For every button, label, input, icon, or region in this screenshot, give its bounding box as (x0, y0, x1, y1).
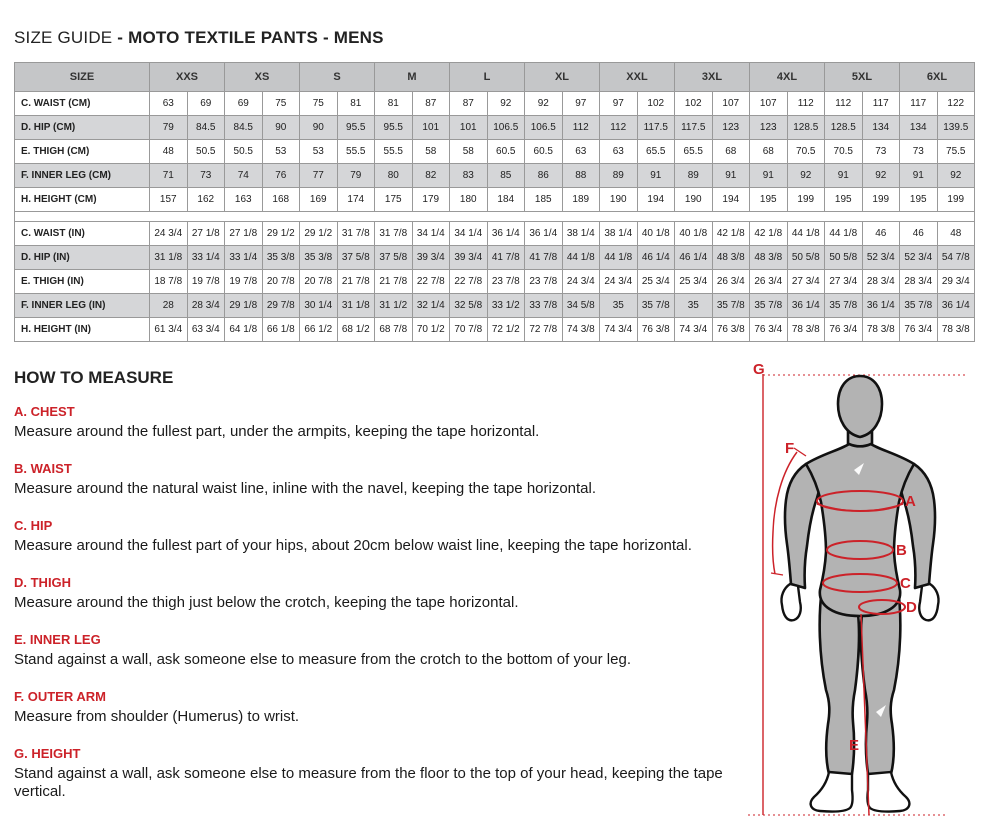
measurement-cell: 82 (412, 164, 450, 188)
measurement-cell: 27 3/4 (787, 270, 825, 294)
measurement-cell: 69 (187, 92, 225, 116)
measurement-cell: 195 (750, 188, 788, 212)
measurement-cell: 76 3/8 (637, 318, 675, 342)
table-row (15, 140, 975, 164)
measurement-cell: 48 3/8 (712, 246, 750, 270)
measurement-cell: 35 3/8 (262, 246, 300, 270)
measurement-cell: 58 (412, 140, 450, 164)
measurement-cell: 76 3/4 (750, 318, 788, 342)
measurement-cell: 74 3/4 (600, 318, 638, 342)
measurement-cell: 36 1/4 (487, 222, 525, 246)
measurement-cell: 29 3/4 (937, 270, 975, 294)
measurement-cell: 68 7/8 (375, 318, 413, 342)
measurement-cell: 50 5/8 (787, 246, 825, 270)
measurement-cell: 61 3/4 (150, 318, 188, 342)
measurement-cell: 65.5 (675, 140, 713, 164)
measurement-cell: 89 (675, 164, 713, 188)
measurement-cell: 162 (187, 188, 225, 212)
measurement-cell: 60.5 (487, 140, 525, 164)
measurement-cell: 42 1/8 (750, 222, 788, 246)
separator-cell (15, 212, 975, 222)
measurement-cell: 91 (750, 164, 788, 188)
measurement-cell: 78 3/8 (862, 318, 900, 342)
measurement-cell: 86 (525, 164, 563, 188)
page-title-prefix: SIZE GUIDE (14, 28, 113, 47)
measure-section (14, 404, 759, 441)
measurement-cell: 157 (150, 188, 188, 212)
size-column-header-xs: XS (225, 63, 300, 92)
left-foot (811, 772, 853, 812)
row-label: H. HEIGHT (CM) (15, 188, 150, 212)
measurement-cell: 22 7/8 (450, 270, 488, 294)
measurement-cell: 95.5 (337, 116, 375, 140)
measurement-cell: 26 3/4 (712, 270, 750, 294)
measurement-cell: 68 (750, 140, 788, 164)
measurement-cell: 68 (712, 140, 750, 164)
measurement-cell: 84.5 (225, 116, 263, 140)
measure-section-heading: F. OUTER ARM (14, 689, 106, 704)
measurement-cell: 123 (750, 116, 788, 140)
measurement-cell: 128.5 (825, 116, 863, 140)
measurement-cell: 180 (450, 188, 488, 212)
measurement-cell: 35 7/8 (637, 294, 675, 318)
measurement-cell: 28 3/4 (187, 294, 225, 318)
measurement-cell: 28 3/4 (900, 270, 938, 294)
diagram-label-hip: C (900, 575, 911, 592)
table-row (15, 188, 975, 212)
measurement-cell: 70.5 (825, 140, 863, 164)
measurement-cell: 117.5 (637, 116, 675, 140)
measurement-cell: 21 7/8 (337, 270, 375, 294)
measurement-cell: 80 (375, 164, 413, 188)
measurement-cell: 53 (300, 140, 338, 164)
measurement-cell: 35 3/8 (300, 246, 338, 270)
measurement-cell: 68 1/2 (337, 318, 375, 342)
measurement-cell: 89 (600, 164, 638, 188)
size-column-header-6xl: 6XL (900, 63, 975, 92)
size-column-header-s: S (300, 63, 375, 92)
size-table-header (15, 63, 975, 92)
measurement-cell: 24 3/4 (150, 222, 188, 246)
measurement-cell: 83 (450, 164, 488, 188)
measurement-cell: 31 1/2 (375, 294, 413, 318)
measurement-cell: 72 1/2 (487, 318, 525, 342)
measurement-cell: 27 1/8 (225, 222, 263, 246)
measurement-cell: 33 1/4 (225, 246, 263, 270)
measurement-cell: 163 (225, 188, 263, 212)
measurement-cell: 92 (525, 92, 563, 116)
measurement-cell: 74 (225, 164, 263, 188)
measurement-cell: 36 1/4 (787, 294, 825, 318)
measurement-cell: 92 (787, 164, 825, 188)
measurement-cell: 19 7/8 (187, 270, 225, 294)
measurement-cell: 46 (862, 222, 900, 246)
measurement-cell: 81 (337, 92, 375, 116)
measurement-cell: 97 (600, 92, 638, 116)
measurement-cell: 184 (487, 188, 525, 212)
measurement-cell: 35 7/8 (712, 294, 750, 318)
measurement-cell: 48 (937, 222, 975, 246)
measurement-cell: 76 (262, 164, 300, 188)
body-measurement-diagram (740, 360, 989, 839)
measurement-cell: 194 (712, 188, 750, 212)
row-label: D. HIP (CM) (15, 116, 150, 140)
measurement-cell: 29 1/2 (262, 222, 300, 246)
measurement-cell: 65.5 (637, 140, 675, 164)
table-row (15, 164, 975, 188)
measurement-cell: 112 (562, 116, 600, 140)
measurement-cell: 20 7/8 (300, 270, 338, 294)
measurement-cell: 53 (262, 140, 300, 164)
measurement-cell: 34 1/4 (412, 222, 450, 246)
measurement-cell: 117 (862, 92, 900, 116)
measurement-cell: 44 1/8 (787, 222, 825, 246)
measurement-cell: 46 1/4 (637, 246, 675, 270)
measurement-cell: 91 (637, 164, 675, 188)
measurement-cell: 33 1/2 (487, 294, 525, 318)
outer-arm-tick-bottom (771, 573, 783, 575)
measurement-cell: 26 3/4 (750, 270, 788, 294)
measurement-cell: 102 (675, 92, 713, 116)
diagram-label-inner-leg: E (849, 737, 860, 754)
measurement-cell: 44 1/8 (825, 222, 863, 246)
measurement-cell: 77 (300, 164, 338, 188)
measurement-cell: 41 7/8 (487, 246, 525, 270)
measurement-cell: 91 (900, 164, 938, 188)
measurement-cell: 189 (562, 188, 600, 212)
measurement-cell: 112 (825, 92, 863, 116)
measurement-cell: 78 3/8 (787, 318, 825, 342)
measurement-cell: 48 (150, 140, 188, 164)
measurement-cell: 75 (262, 92, 300, 116)
measurement-cell: 66 1/2 (300, 318, 338, 342)
measurement-cell: 87 (412, 92, 450, 116)
measurement-cell: 46 (900, 222, 938, 246)
measure-section (14, 518, 759, 555)
measurement-cell: 18 7/8 (150, 270, 188, 294)
measurement-cell: 29 7/8 (262, 294, 300, 318)
measurement-cell: 92 (862, 164, 900, 188)
size-table-body (15, 92, 975, 342)
measurement-cell: 66 1/8 (262, 318, 300, 342)
measurement-cell: 91 (712, 164, 750, 188)
measurement-cell: 30 1/4 (300, 294, 338, 318)
measure-sections (14, 404, 759, 821)
measurement-cell: 63 (150, 92, 188, 116)
measurement-cell: 117.5 (675, 116, 713, 140)
measurement-cell: 79 (337, 164, 375, 188)
table-row (15, 294, 975, 318)
measurement-cell: 55.5 (337, 140, 375, 164)
measurement-cell: 27 1/8 (187, 222, 225, 246)
measurement-cell: 58 (450, 140, 488, 164)
measurement-cell: 79 (150, 116, 188, 140)
measure-section-text: Measure around the fullest part of your hips, about 20cm below waist line, keeping the tape horizontal. (14, 537, 692, 554)
measure-section (14, 746, 759, 801)
measure-section-heading: D. THIGH (14, 575, 72, 590)
measurement-cell: 63 (562, 140, 600, 164)
measurement-cell: 91 (825, 164, 863, 188)
right-hand (919, 584, 938, 620)
measurement-cell: 70.5 (787, 140, 825, 164)
measurement-cell: 24 3/4 (562, 270, 600, 294)
measurement-cell: 134 (900, 116, 938, 140)
diagram-label-outer-arm: F (785, 440, 795, 457)
measurement-cell: 190 (600, 188, 638, 212)
measurement-cell: 29 1/2 (300, 222, 338, 246)
measure-section-text: Measure around the natural waist line, inline with the navel, keeping the tape horizontal. (14, 480, 597, 497)
measurement-cell: 90 (262, 116, 300, 140)
measurement-cell: 95.5 (375, 116, 413, 140)
measurement-cell: 39 3/4 (450, 246, 488, 270)
page-title (14, 28, 384, 48)
human-figure (781, 376, 938, 812)
measurement-cell: 194 (637, 188, 675, 212)
measurement-cell: 76 3/4 (900, 318, 938, 342)
measurement-cell: 19 7/8 (225, 270, 263, 294)
measurement-cell: 31 7/8 (375, 222, 413, 246)
measurement-cell: 195 (825, 188, 863, 212)
measurement-cell: 42 1/8 (712, 222, 750, 246)
row-label: H. HEIGHT (IN) (15, 318, 150, 342)
measurement-cell: 50 5/8 (825, 246, 863, 270)
measurement-cell: 52 3/4 (900, 246, 938, 270)
measurement-cell: 27 3/4 (825, 270, 863, 294)
table-row (15, 318, 975, 342)
diagram-label-chest: A (905, 493, 916, 510)
size-column-header-5xl: 5XL (825, 63, 900, 92)
measure-section-heading: A. CHEST (14, 404, 75, 419)
measurement-cell: 50.5 (225, 140, 263, 164)
measurement-cell: 32 1/4 (412, 294, 450, 318)
row-label: E. THIGH (IN) (15, 270, 150, 294)
head (838, 376, 882, 437)
row-label: F. INNER LEG (CM) (15, 164, 150, 188)
measurement-cell: 112 (787, 92, 825, 116)
measurement-cell: 168 (262, 188, 300, 212)
measurement-cell: 23 7/8 (487, 270, 525, 294)
measurement-cell: 190 (675, 188, 713, 212)
measurement-cell: 31 7/8 (337, 222, 375, 246)
measurement-cell: 74 3/8 (562, 318, 600, 342)
measure-section-text: Stand against a wall, ask someone else to measure from the crotch to the bottom of your leg. (14, 651, 631, 668)
measurement-cell: 22 7/8 (412, 270, 450, 294)
measurement-cell: 199 (937, 188, 975, 212)
size-column-header-l: L (450, 63, 525, 92)
table-row (15, 270, 975, 294)
measurement-cell: 74 3/4 (675, 318, 713, 342)
measurement-cell: 72 7/8 (525, 318, 563, 342)
measurement-cell: 174 (337, 188, 375, 212)
diagram-label-height: G (753, 361, 765, 378)
measurement-cell: 38 1/4 (600, 222, 638, 246)
measure-section (14, 461, 759, 498)
measurement-cell: 25 3/4 (637, 270, 675, 294)
measurement-cell: 37 5/8 (375, 246, 413, 270)
measurement-cell: 24 3/4 (600, 270, 638, 294)
measurement-cell: 37 5/8 (337, 246, 375, 270)
measurement-cell: 60.5 (525, 140, 563, 164)
measurement-cell: 81 (375, 92, 413, 116)
measurement-cell: 169 (300, 188, 338, 212)
measurement-cell: 117 (900, 92, 938, 116)
measurement-cell: 106.5 (525, 116, 563, 140)
table-section-separator (15, 212, 975, 222)
measurement-cell: 195 (900, 188, 938, 212)
measurement-cell: 25 3/4 (675, 270, 713, 294)
measurement-cell: 128.5 (787, 116, 825, 140)
size-column-header-xxs: XXS (150, 63, 225, 92)
size-column-header-xxl: XXL (600, 63, 675, 92)
measurement-cell: 112 (600, 116, 638, 140)
measurement-cell: 35 7/8 (900, 294, 938, 318)
measurement-cell: 75 (300, 92, 338, 116)
measurement-cell: 134 (862, 116, 900, 140)
measure-section-heading: G. HEIGHT (14, 746, 81, 761)
measurement-cell: 92 (487, 92, 525, 116)
measurement-cell: 75.5 (937, 140, 975, 164)
measurement-cell: 69 (225, 92, 263, 116)
measurement-cell: 123 (712, 116, 750, 140)
measurement-cell: 21 7/8 (375, 270, 413, 294)
row-label: F. INNER LEG (IN) (15, 294, 150, 318)
row-label: C. WAIST (IN) (15, 222, 150, 246)
measurement-cell: 38 1/4 (562, 222, 600, 246)
size-column-header-m: M (375, 63, 450, 92)
measurement-cell: 28 (150, 294, 188, 318)
measure-section-heading: E. INNER LEG (14, 632, 101, 647)
measurement-cell: 179 (412, 188, 450, 212)
size-table-corner-label: SIZE (15, 63, 150, 92)
measure-section-heading: B. WAIST (14, 461, 72, 476)
measurement-cell: 33 7/8 (525, 294, 563, 318)
size-table (14, 62, 975, 342)
measurement-cell: 199 (787, 188, 825, 212)
page-title-main: - MOTO TEXTILE PANTS - MENS (117, 28, 384, 47)
measurement-cell: 33 1/4 (187, 246, 225, 270)
measurement-cell: 28 3/4 (862, 270, 900, 294)
measurement-cell: 52 3/4 (862, 246, 900, 270)
measurement-cell: 54 7/8 (937, 246, 975, 270)
measurement-cell: 64 1/8 (225, 318, 263, 342)
measurement-cell: 70 7/8 (450, 318, 488, 342)
measurement-cell: 73 (862, 140, 900, 164)
measurement-cell: 50.5 (187, 140, 225, 164)
measurement-cell: 106.5 (487, 116, 525, 140)
measurement-cell: 63 3/4 (187, 318, 225, 342)
measurement-cell: 35 7/8 (750, 294, 788, 318)
measurement-cell: 87 (450, 92, 488, 116)
measurement-cell: 36 1/4 (862, 294, 900, 318)
measurement-cell: 185 (525, 188, 563, 212)
measure-section (14, 689, 759, 726)
measurement-cell: 92 (937, 164, 975, 188)
measurement-cell: 85 (487, 164, 525, 188)
measurement-cell: 175 (375, 188, 413, 212)
measurement-cell: 199 (862, 188, 900, 212)
measurement-cell: 31 1/8 (150, 246, 188, 270)
measurement-cell: 107 (712, 92, 750, 116)
row-label: D. HIP (IN) (15, 246, 150, 270)
measurement-cell: 44 1/8 (562, 246, 600, 270)
left-hand (781, 584, 800, 620)
measurement-cell: 36 1/4 (525, 222, 563, 246)
size-column-header-4xl: 4XL (750, 63, 825, 92)
measure-section-text: Measure around the fullest part, under the armpits, keeping the tape horizontal. (14, 423, 540, 440)
measurement-cell: 34 1/4 (450, 222, 488, 246)
measurement-cell: 73 (900, 140, 938, 164)
measurement-cell: 31 1/8 (337, 294, 375, 318)
measurement-cell: 78 3/8 (937, 318, 975, 342)
table-row (15, 92, 975, 116)
table-row (15, 116, 975, 140)
measurement-cell: 70 1/2 (412, 318, 450, 342)
diagram-label-waist: B (896, 542, 907, 559)
measurement-cell: 90 (300, 116, 338, 140)
measurement-cell: 46 1/4 (675, 246, 713, 270)
measurement-cell: 36 1/4 (937, 294, 975, 318)
measurement-cell: 71 (150, 164, 188, 188)
measurement-cell: 34 5/8 (562, 294, 600, 318)
measure-section-text: Measure around the thigh just below the crotch, keeping the tape horizontal. (14, 594, 519, 611)
measurement-cell: 39 3/4 (412, 246, 450, 270)
measurement-cell: 76 3/4 (825, 318, 863, 342)
measurement-cell: 41 7/8 (525, 246, 563, 270)
measure-section-text: Measure from shoulder (Humerus) to wrist. (14, 708, 300, 725)
measurement-cell: 44 1/8 (600, 246, 638, 270)
size-column-header-xl: XL (525, 63, 600, 92)
measurement-cell: 35 (600, 294, 638, 318)
measurement-cell: 48 3/8 (750, 246, 788, 270)
measurement-cell: 97 (562, 92, 600, 116)
measurement-cell: 102 (637, 92, 675, 116)
measurement-cell: 55.5 (375, 140, 413, 164)
measurement-cell: 101 (412, 116, 450, 140)
measurement-cell: 32 5/8 (450, 294, 488, 318)
table-row (15, 222, 975, 246)
measure-section (14, 632, 759, 669)
measure-section-text: Stand against a wall, ask someone else to measure from the floor to the top of your head, keeping the tape vertical. (14, 765, 723, 800)
right-foot (867, 772, 909, 812)
measurement-cell: 29 1/8 (225, 294, 263, 318)
table-row (15, 246, 975, 270)
measurement-cell: 139.5 (937, 116, 975, 140)
measurement-cell: 35 7/8 (825, 294, 863, 318)
measurement-cell: 88 (562, 164, 600, 188)
measurement-cell: 35 (675, 294, 713, 318)
measurement-cell: 84.5 (187, 116, 225, 140)
row-label: C. WAIST (CM) (15, 92, 150, 116)
measurement-cell: 40 1/8 (637, 222, 675, 246)
row-label: E. THIGH (CM) (15, 140, 150, 164)
measure-section-heading: C. HIP (14, 518, 53, 533)
measurement-cell: 107 (750, 92, 788, 116)
measurement-cell: 23 7/8 (525, 270, 563, 294)
measurement-cell: 122 (937, 92, 975, 116)
measurement-cell: 76 3/8 (712, 318, 750, 342)
measurement-cell: 63 (600, 140, 638, 164)
measurement-cell: 73 (187, 164, 225, 188)
measure-section (14, 575, 759, 612)
measurement-cell: 40 1/8 (675, 222, 713, 246)
diagram-label-thigh: D (906, 599, 917, 616)
size-table-header-row (15, 63, 975, 92)
measurement-cell: 101 (450, 116, 488, 140)
size-column-header-3xl: 3XL (675, 63, 750, 92)
how-to-measure-heading: HOW TO MEASURE (14, 368, 174, 387)
measurement-cell: 20 7/8 (262, 270, 300, 294)
